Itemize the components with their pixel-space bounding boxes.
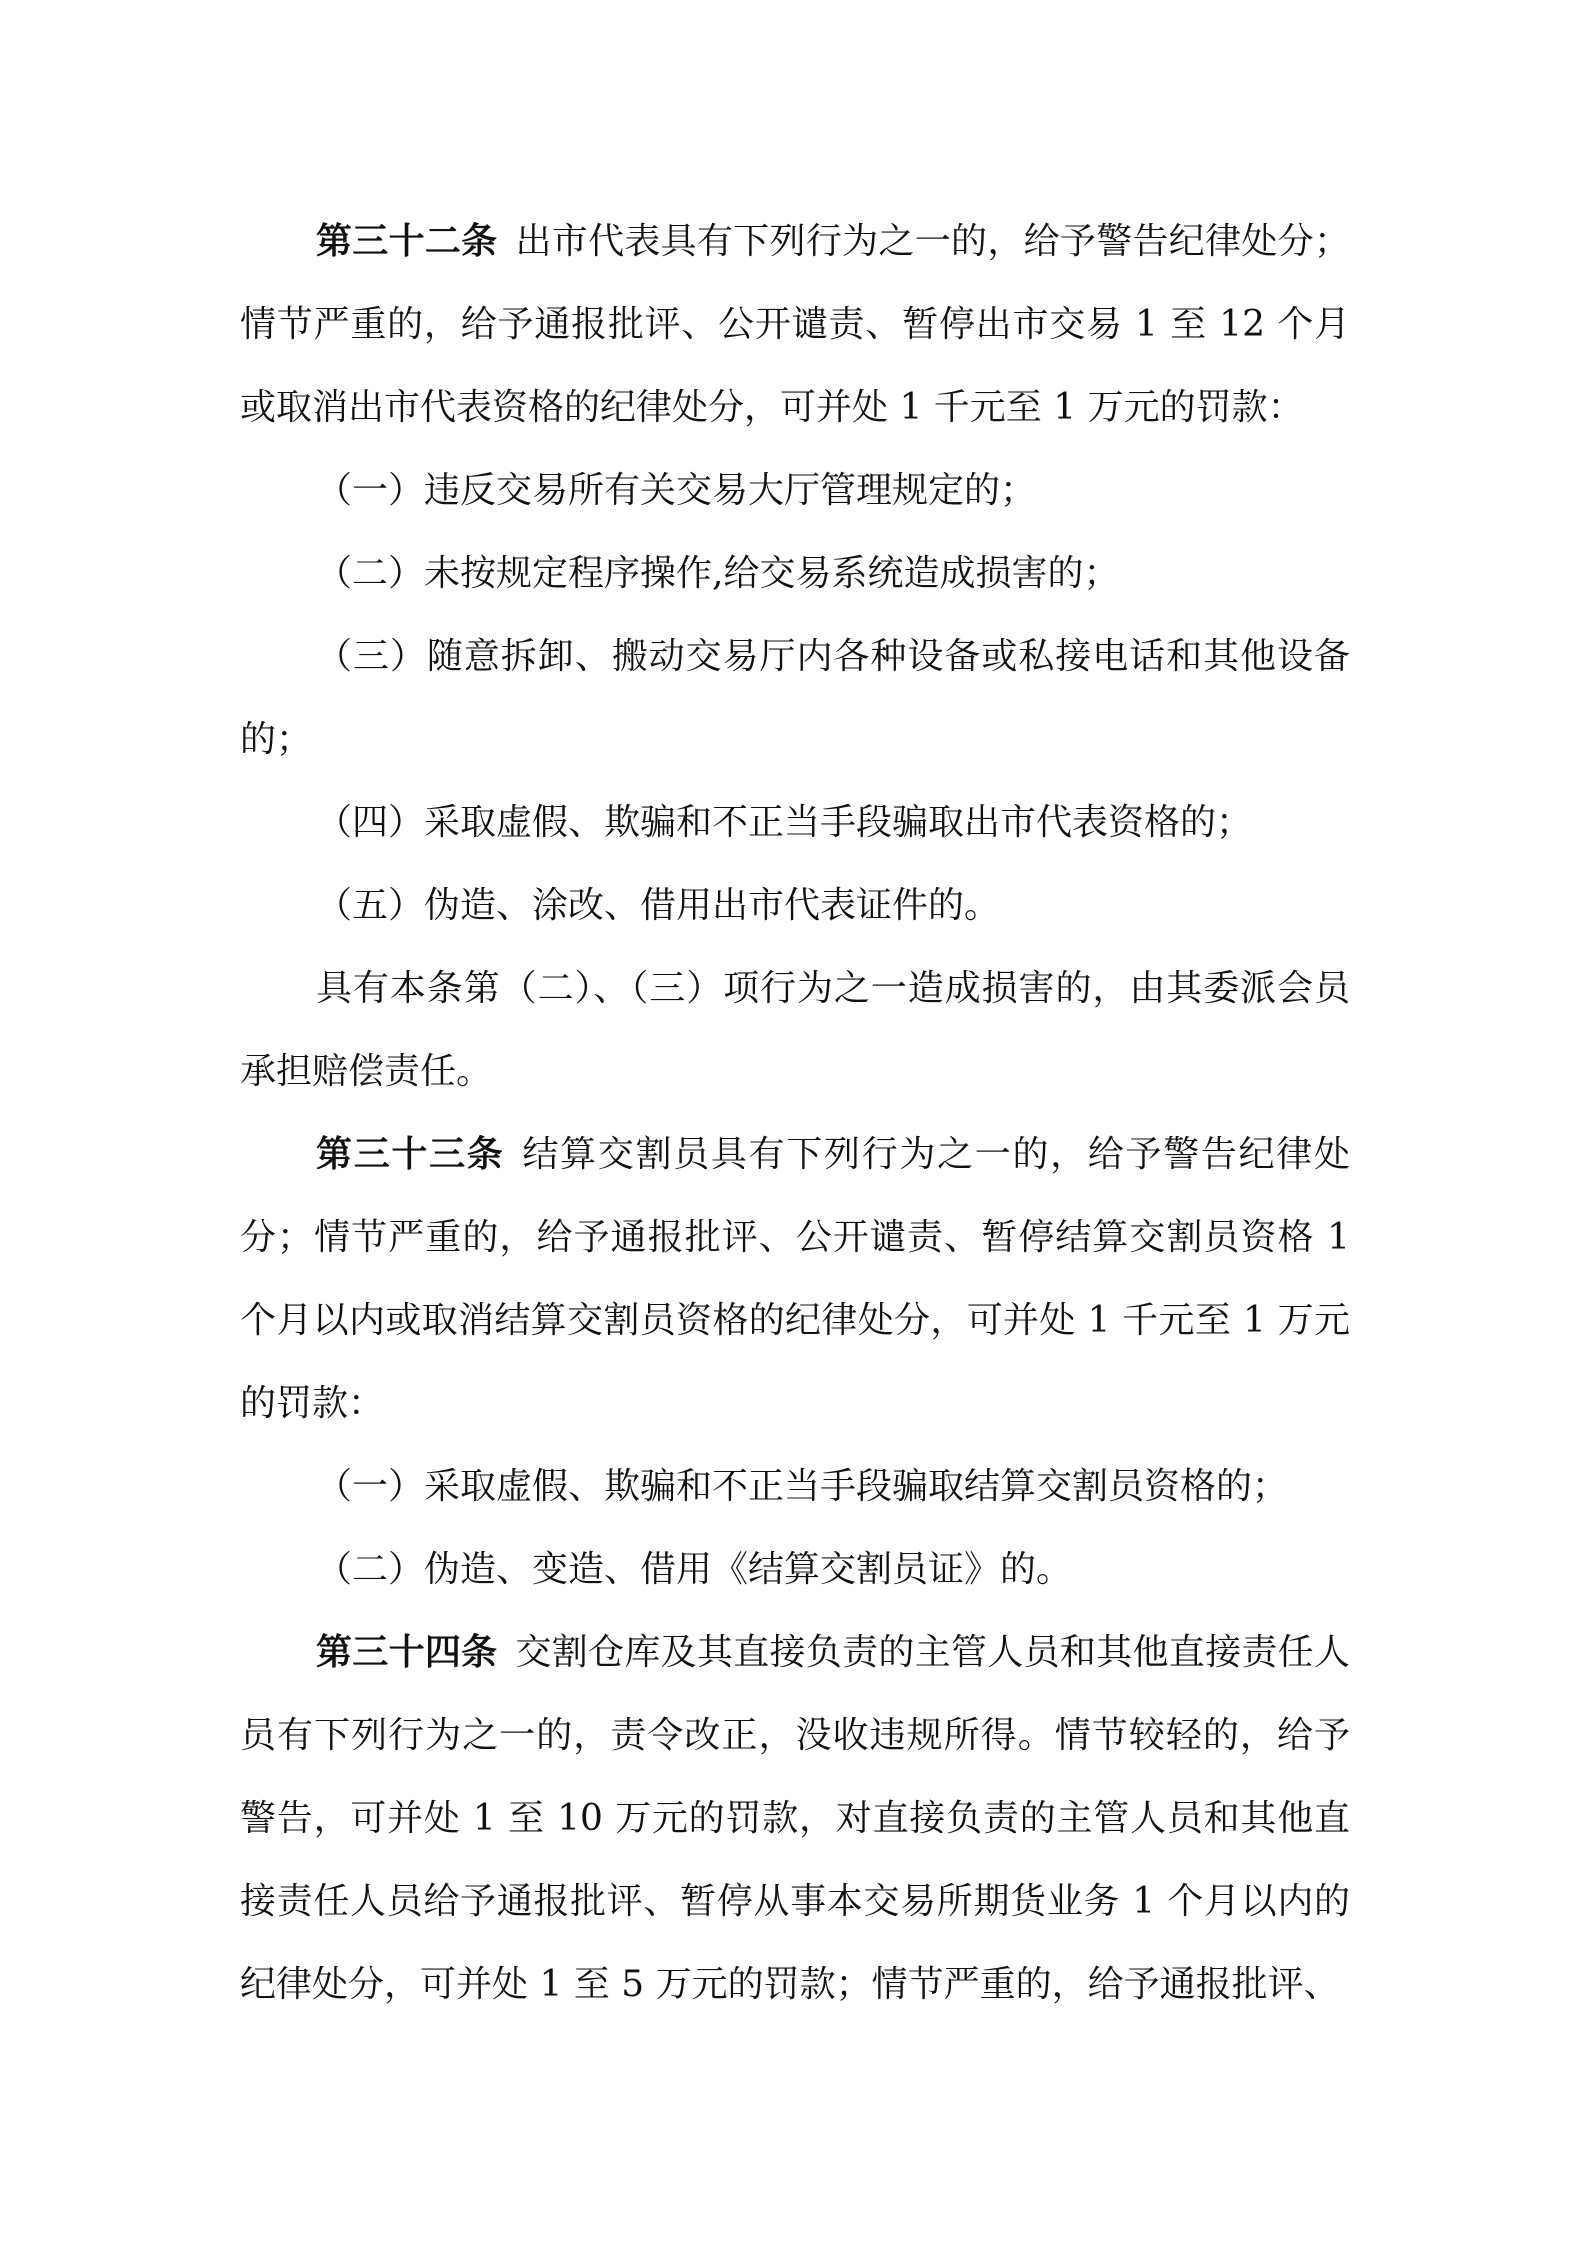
article-33-item-1: （一）采取虚假、欺骗和不正当手段骗取结算交割员资格的； [316, 1466, 1289, 1507]
article-32-text: 出市代表具有下列行为之一的，给予警告纪律处分；情节严重的，给予通报批评、公开谴责、暂停出市交易 1 至 12 个月或取消出市代表资格的纪律处分，可并处 1 千元至 1 万元的罚款： [240, 221, 1350, 428]
article-34-paragraph [240, 1611, 1350, 2026]
article-34-text: 交割仓库及其直接负责的主管人员和其他直接责任人员有下列行为之一的，责令改正，没收违规所得。情节较轻的，给予警告，可并处 1 至 10 万元的罚款，对直接负责的主管人员和其他直接责任人员给予通报批评、暂停从事本交易所期货业务 1 个月以内的纪律处分，可并处 1 至 5 万元的罚款；情节严重的，给予通报批评、 [240, 1632, 1350, 2005]
article-33-text: 结算交割员具有下列行为之一的，给予警告纪律处分；情节严重的，给予通报批评、公开谴责、暂停结算交割员资格 1 个月以内或取消结算交割员资格的纪律处分，可并处 1 千元至 1 万元的罚款： [240, 1134, 1350, 1424]
article-33-paragraph [240, 1113, 1350, 1445]
article-33-heading: 第三十三条 [316, 1134, 505, 1175]
article-32-item-4: （四）采取虚假、欺骗和不正当手段骗取出市代表资格的； [316, 802, 1253, 843]
article-32-heading: 第三十二条 [316, 221, 498, 262]
document-body [240, 200, 1350, 2026]
article-34-heading: 第三十四条 [316, 1632, 498, 1673]
article-32-item-5: （五）伪造、涂改、借用出市代表证件的。 [316, 885, 1001, 926]
article-32-item-3: （三）随意拆卸、搬动交易厅内各种设备或私接电话和其他设备的； [240, 636, 1350, 760]
article-32-liability-note: 具有本条第（二）、（三）项行为之一造成损害的，由其委派会员承担赔偿责任。 [240, 968, 1350, 1092]
article-32-item-2: （二）未按规定程序操作,给交易系统造成损害的； [316, 553, 1120, 594]
article-33-item-2: （二）伪造、变造、借用《结算交割员证》的。 [316, 1549, 1073, 1590]
article-32-item-1: （一）违反交易所有关交易大厅管理规定的； [316, 470, 1037, 511]
article-32-paragraph [240, 200, 1350, 449]
